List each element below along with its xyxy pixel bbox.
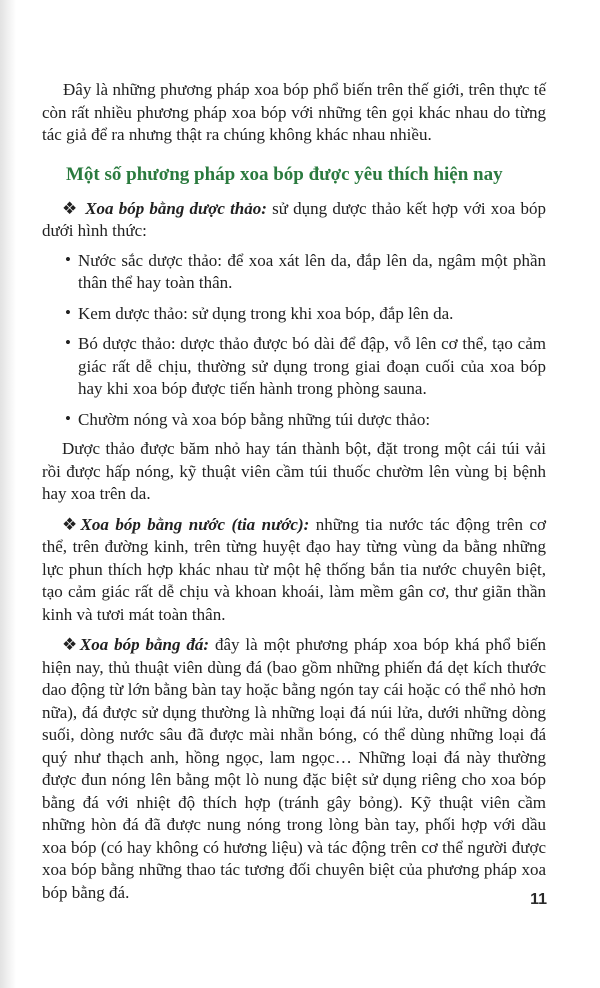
intro-paragraph: Đây là những phương pháp xoa bóp phổ biến trên thế giới, trên thực tế còn rất nhiều phương pháp xoa bóp với những tên gọi khác nhau do từng tác giả để ra nhưng thật ra chúng không khác nhau nhiều. [42,80,546,144]
bullet-dot-icon: • [65,302,71,322]
bullet-list [42,250,546,432]
bullet-text: Bó dược thảo: dược thảo được bó dài để đập, vỗ lên cơ thể, tạo cảm giác rất dễ chịu, thường sử dụng trong giai đoạn cuối của xoa bóp hay khi xoa bóp được tiến hành trong phòng sauna. [78,334,546,398]
bullet-text: Kem dược thảo: sử dụng trong khi xoa bóp, đắp lên da. [78,303,454,323]
section-stone-massage [42,634,546,904]
section-heading: Một số phương pháp xoa bóp được yêu thích hiện nay [66,163,503,185]
section-water-massage [42,514,546,627]
section-herbal-massage [42,198,546,243]
diamond-icon: ❖ [62,198,79,218]
page-content [42,0,546,904]
section-body: đây là một phương pháp xoa bóp khá phổ biến hiện nay, thủ thuật viên dùng đá (bao gồm những phiến đá dẹt kích thước dao động từ lớn bằng bàn tay hoặc bằng ngón tay cái hoặc có thể nhỏ hơn nữa), đá được sử dụng thường là những loại đá núi lửa, dưới những dòng suối, dòng nước sâu đã được mài nhẵn bóng, có thể dùng những loại đá quý như thạch anh, hồng ngọc, lam ngọc… Những loại đá này thường được đun nóng lên bằng một lò nung đặc biệt sử dụng riêng cho xoa bóp bằng đá với nhiệt độ thích hợp (tránh gây bỏng). Kỹ thuật viên cầm những hòn đá đã được nung nóng trong lòng bàn tay, phối hợp với dầu xoa bóp (có hay không có hương liệu) và tác động trên cơ thể người được xoa bóp bằng những thao tác tương đối chuyên biệt của phương pháp xoa bóp bằng đá. [42,635,546,902]
section-body: những tia nước tác động trên cơ thể, trên đường kinh, trên từng huyệt đạo hay từng vùng da bằng những lực phun thích hợp khác nhau từ một hệ thống bắn tia nước chuyên biệt, tạo cảm giác rất dễ chịu và khoan khoái, làm mềm gân cơ, thư giãn thần kinh và tươi mát toàn thân. [42,514,546,624]
bullet-text: Nước sắc dược thảo: để xoa xát lên da, đắp lên da, ngâm một phần thân thể hay toàn thân. [78,250,546,292]
section-lead: Xoa bóp bằng đá: [79,635,210,654]
diamond-icon: ❖ [62,635,79,654]
bullet-item-herbal-water [42,250,546,295]
bullet-text: Chườm nóng và xoa bóp bằng những túi dược thảo: [78,409,431,429]
section-lead: Xoa bóp bằng dược thảo: [85,198,267,218]
bullet-dot-icon: • [65,333,71,352]
bullet-item-herbal-bag [42,409,546,432]
herb-bag-paragraph: Dược thảo được băm nhỏ hay tán thành bột, đặt trong một cái túi vải rồi được hấp nóng, kỹ thuật viên cầm túi thuốc chườm lên vùng bị bệnh hay xoa trên da. [42,439,546,503]
bullet-item-herbal-bundle [42,333,546,401]
section-body: sử dụng dược thảo kết hợp với xoa bóp dưới hình thức: [42,198,546,240]
section-lead: Xoa bóp bằng nước (tia nước): [80,514,310,534]
bullet-item-herbal-cream [42,303,546,326]
page-left-edge-shadow [0,0,16,988]
bullet-dot-icon: • [65,408,71,428]
diamond-icon: ❖ [62,514,80,534]
page-number: 11 [530,891,547,908]
bullet-dot-icon: • [65,249,71,269]
